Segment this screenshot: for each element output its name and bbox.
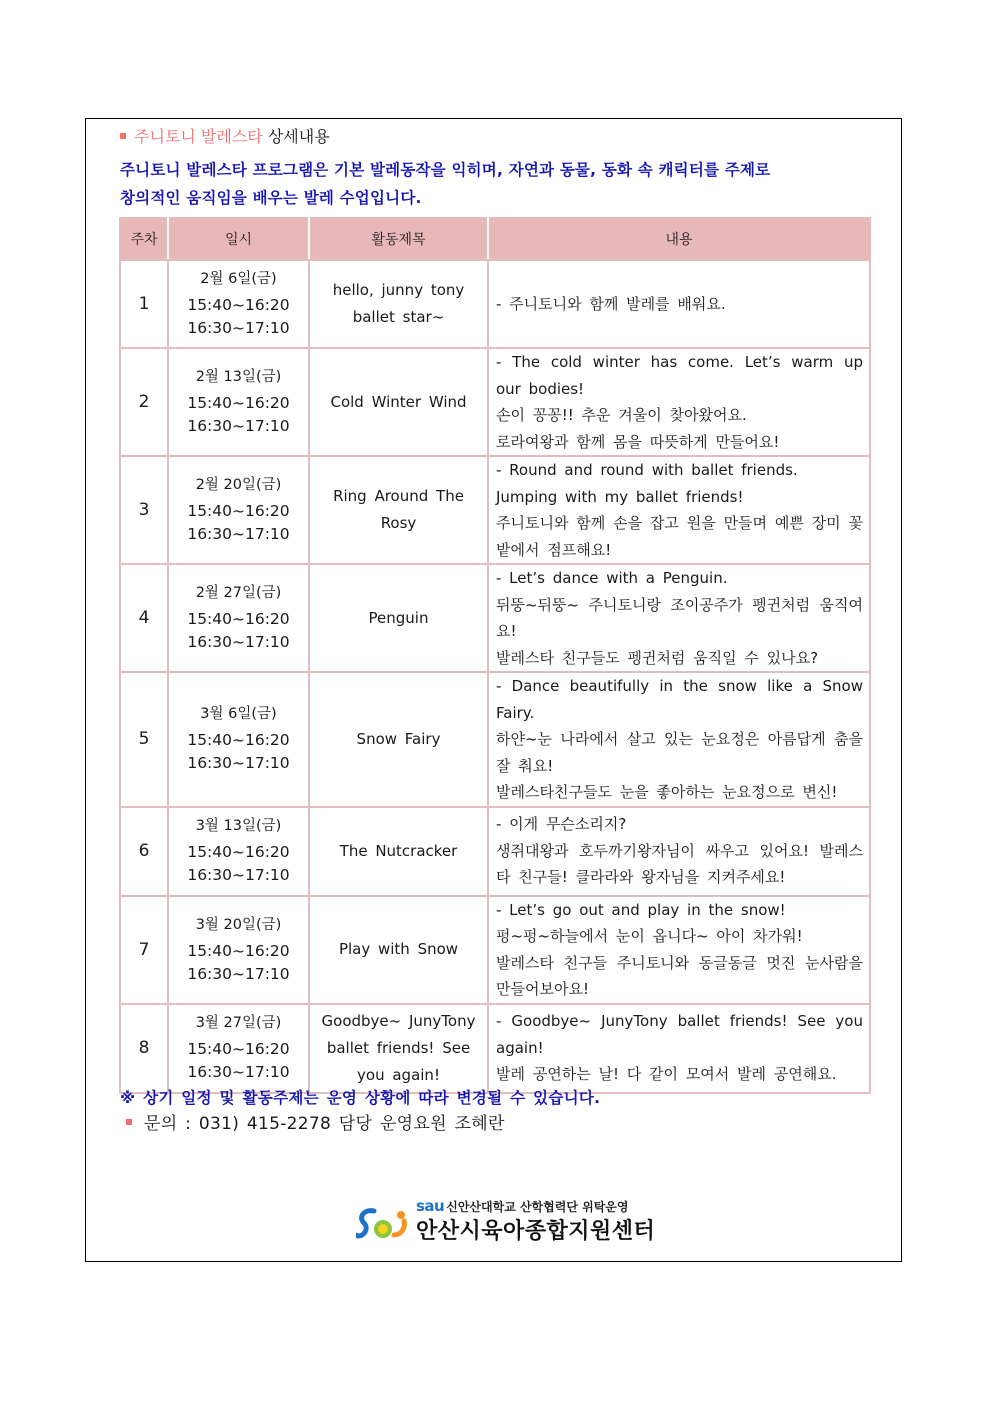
session-date: 3월 27일(금) <box>195 1015 282 1031</box>
session-datetime <box>168 807 309 896</box>
activity-title: Snow Fairy <box>309 672 488 807</box>
session-date: 3월 13일(금) <box>195 818 282 834</box>
session-date: 2월 6일(금) <box>200 271 277 287</box>
session-datetime <box>168 260 309 348</box>
header-week: 주차 <box>120 218 168 260</box>
program-name: 주니토니 발레스타 <box>134 127 263 146</box>
session-date: 3월 20일(금) <box>195 916 282 933</box>
content-line: 생쥐대왕과 호두까기왕자님이 싸우고 있어요! 발레스타 친구들! 클라라와 왕자님을 지켜주세요! <box>496 841 863 887</box>
content-line: 펑~펑~하늘에서 눈이 옵니다~ 아이 차가워! <box>496 927 803 945</box>
activity-content <box>488 807 870 896</box>
table-row <box>120 456 870 564</box>
inquiry-text: 문의 : 031) 415-2278 담당 운영요원 조혜란 <box>144 1114 505 1134</box>
table-header-row <box>120 218 870 260</box>
week-number: 6 <box>120 807 168 896</box>
intro-line-1: 주니토니 발레스타 프로그램은 기본 발레동작을 익히며, 자연과 동물, 동화 속 캐릭터를 주제로 <box>120 161 771 179</box>
week-number: 2 <box>120 348 168 456</box>
program-intro <box>120 156 860 212</box>
session-time-1: 15:40~16:20 <box>187 394 290 412</box>
activity-content <box>488 672 870 807</box>
week-number: 8 <box>120 1004 168 1093</box>
heading-suffix: 상세내용 <box>267 127 330 146</box>
activity-title: Penguin <box>309 564 488 672</box>
activity-title: The Nutcracker <box>309 807 488 896</box>
session-time-1: 15:40~16:20 <box>187 1040 290 1058</box>
content-line: - Round and round with ballet friends. <box>496 461 798 479</box>
session-datetime <box>168 672 309 807</box>
table-row <box>120 672 870 807</box>
table-row <box>120 807 870 896</box>
content-line: - 주니토니와 함께 발레를 배워요. <box>496 294 726 313</box>
activity-title: Play with Snow <box>309 896 488 1004</box>
session-time-1: 15:40~16:20 <box>187 296 290 314</box>
session-date: 2월 27일(금) <box>195 585 282 601</box>
schedule-table <box>119 217 871 1094</box>
session-date: 2월 20일(금) <box>195 477 282 493</box>
header-content: 내용 <box>488 218 870 260</box>
table-row <box>120 1004 870 1093</box>
content-line: 발레스타 친구들도 펭귄처럼 움직일 수 있나요? <box>496 648 819 667</box>
section-heading <box>120 126 330 148</box>
session-time-2: 16:30~17:10 <box>187 866 290 884</box>
inquiry-info <box>126 1112 505 1136</box>
session-datetime <box>168 896 309 1004</box>
content-line: 발레스타 친구들 주니토니와 동글동글 멋진 눈사람을 만들어보아요! <box>496 953 863 998</box>
sau-mark: sau <box>416 1197 445 1215</box>
session-date: 3월 6일(금) <box>200 706 277 723</box>
intro-line-2: 창의적인 움직임을 배우는 발레 수업입니다. <box>120 189 422 207</box>
session-date: 2월 13일(금) <box>195 369 282 385</box>
activity-title: Ring Around The Rosy <box>309 456 488 564</box>
activity-title: hello, junny tony ballet star~ <box>309 260 488 348</box>
center-logo <box>356 1197 656 1247</box>
center-logo-icon <box>356 1205 412 1245</box>
activity-title: Cold Winter Wind <box>309 348 488 456</box>
content-line: 손이 꽁꽁!! 추운 겨울이 찾아왔어요. <box>496 406 747 424</box>
table-row <box>120 260 870 348</box>
session-time-1: 15:40~16:20 <box>187 843 290 861</box>
content-line: 발레스타친구들도 눈을 좋아하는 눈요정으로 변신! <box>496 783 838 801</box>
session-datetime <box>168 1004 309 1093</box>
content-line: Jumping with my ballet friends! <box>496 487 744 506</box>
activity-content <box>488 896 870 1004</box>
session-datetime <box>168 564 309 672</box>
table-row <box>120 348 870 456</box>
week-number: 7 <box>120 896 168 1004</box>
session-time-2: 16:30~17:10 <box>187 1063 290 1081</box>
session-time-1: 15:40~16:20 <box>187 941 290 960</box>
header-title: 활동제목 <box>309 218 488 260</box>
content-line: 발레 공연하는 날! 다 같이 모여서 발레 공연해요. <box>496 1065 837 1084</box>
session-time-1: 15:40~16:20 <box>187 731 290 750</box>
session-time-2: 16:30~17:10 <box>187 633 290 651</box>
operator-line <box>416 1197 628 1215</box>
content-line: - The cold winter has come. Let’s warm up our bodies! <box>496 353 863 398</box>
content-line: - Let’s dance with a Penguin. <box>496 569 728 587</box>
week-number: 3 <box>120 456 168 564</box>
activity-title: Goodbye~ JunyTony ballet friends! See you again! <box>309 1004 488 1093</box>
activity-content <box>488 456 870 564</box>
table-row <box>120 564 870 672</box>
square-bullet-icon <box>126 1119 132 1125</box>
week-number: 1 <box>120 260 168 348</box>
session-time-2: 16:30~17:10 <box>187 319 290 337</box>
table-row <box>120 896 870 1004</box>
header-date: 일시 <box>168 218 309 260</box>
operator-text: 신안산대학교 산학협력단 위탁운영 <box>446 1200 629 1214</box>
session-time-2: 16:30~17:10 <box>187 525 290 543</box>
session-time-2: 16:30~17:10 <box>187 964 290 983</box>
week-number: 4 <box>120 564 168 672</box>
content-line: 하얀~눈 나라에서 살고 있는 눈요정은 아름답게 춤을 잘 춰요! <box>496 730 863 775</box>
center-name: 안산시육아종합지원센터 <box>416 1219 656 1244</box>
session-time-1: 15:40~16:20 <box>187 502 290 520</box>
activity-content <box>488 260 870 348</box>
session-time-2: 16:30~17:10 <box>187 754 290 773</box>
content-line: - 이게 무슨소리지? <box>496 815 627 834</box>
session-time-1: 15:40~16:20 <box>187 610 290 628</box>
content-line: - Let’s go out and play in the snow! <box>496 900 786 919</box>
activity-content <box>488 564 870 672</box>
content-line: - Goodbye~ JunyTony ballet friends! See you again! <box>496 1012 863 1057</box>
content-line: 뒤뚱~뒤뚱~ 주니토니랑 조이공주가 펭귄처럼 움직여요! <box>496 595 863 640</box>
square-bullet-icon <box>120 133 126 139</box>
activity-content <box>488 1004 870 1093</box>
session-datetime <box>168 456 309 564</box>
session-time-2: 16:30~17:10 <box>187 417 290 435</box>
content-line: 주니토니와 함께 손을 잡고 원을 만들며 예쁜 장미 꽃밭에서 점프해요! <box>496 514 863 559</box>
content-line: - Dance beautifully in the snow like a Snow Fairy. <box>496 677 863 722</box>
session-datetime <box>168 348 309 456</box>
week-number: 5 <box>120 672 168 807</box>
schedule-change-note: ※ 상기 일정 및 활동주제는 운영 상황에 따라 변경될 수 있습니다. <box>120 1089 601 1107</box>
activity-content <box>488 348 870 456</box>
content-line: 로라여왕과 함께 몸을 따뜻하게 만들어요! <box>496 432 780 451</box>
